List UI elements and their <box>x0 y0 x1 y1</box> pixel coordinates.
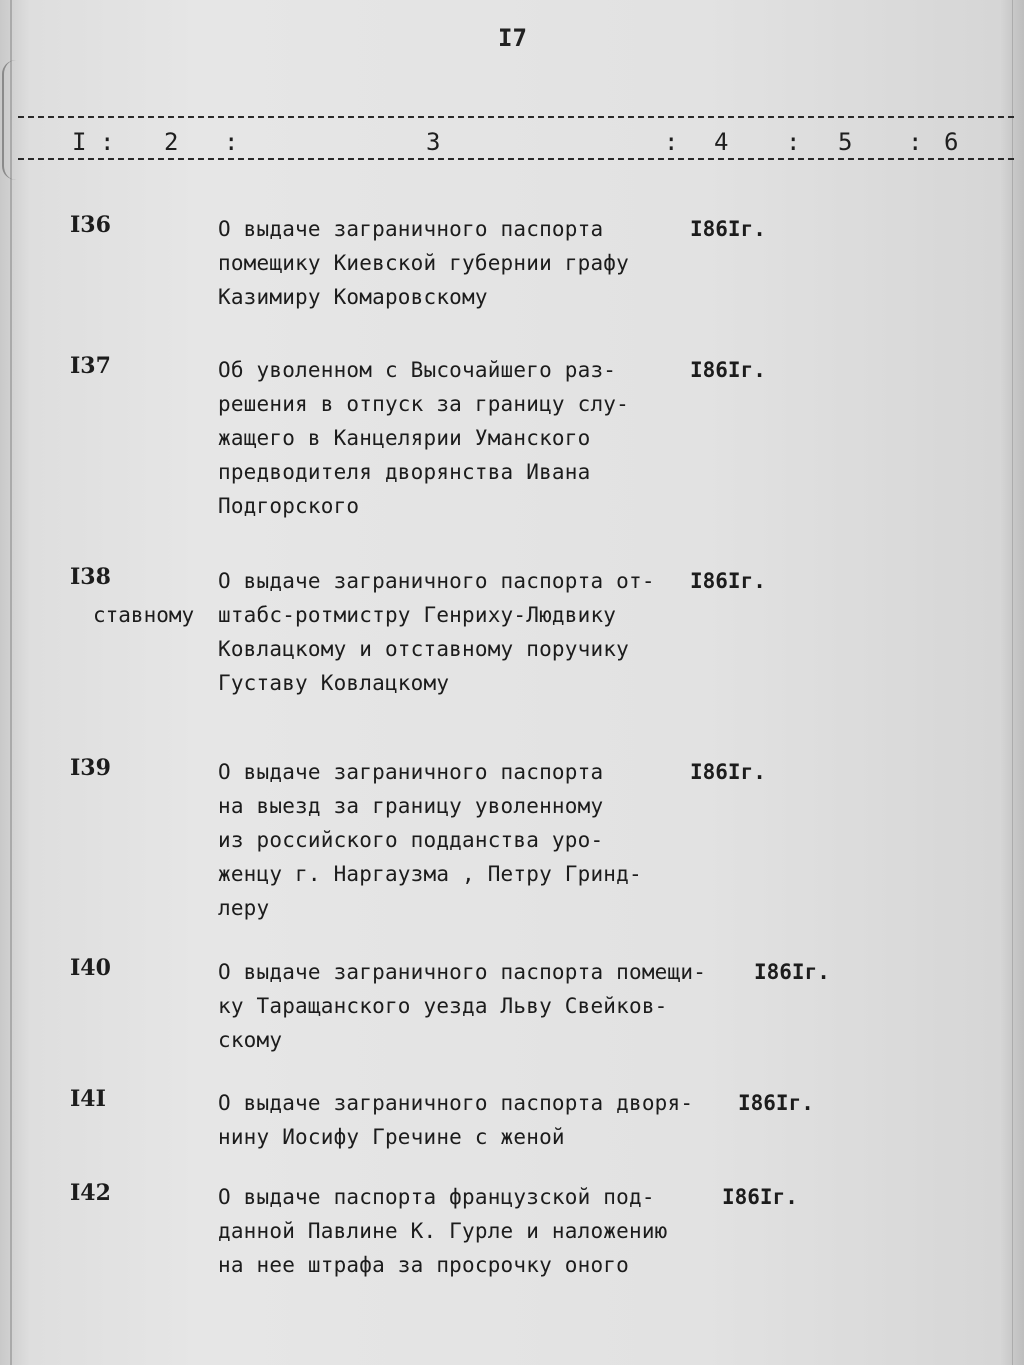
title-line: на выезд за границу уволенному <box>218 794 604 818</box>
page-edge <box>1012 0 1013 1365</box>
binding-edge <box>10 0 12 1365</box>
title-line: предводителя дворянства Ивана <box>218 460 591 484</box>
title-line: Об уволенном с Высочайшего раз- <box>218 358 617 382</box>
entry-title <box>218 353 738 523</box>
column-number-4: 4 <box>714 128 729 156</box>
entry-title <box>218 1180 738 1282</box>
title-line: ку Таращанского уезда Льву Свейков- <box>218 994 668 1018</box>
column-number-1: I <box>72 128 87 156</box>
entry-title <box>218 212 738 314</box>
column-separator: : <box>100 128 115 156</box>
column-separator: : <box>908 128 923 156</box>
column-number-3: 3 <box>426 128 441 156</box>
title-line: Ковлацкому и отставному поручику <box>218 637 629 661</box>
column-separator: : <box>664 128 679 156</box>
title-line: штабс-ротмистру Генриху-Людвику <box>218 603 617 627</box>
entry-year: I86Iг. <box>738 1091 814 1115</box>
entry-year: I86Iг. <box>722 1185 798 1209</box>
title-line: О выдаче заграничного паспорта <box>218 217 604 241</box>
title-line: на нее штрафа за просрочку оного <box>218 1253 629 1277</box>
entry-year: I86Iг. <box>690 358 766 382</box>
column-separator: : <box>224 128 239 156</box>
margin-mark <box>2 60 18 180</box>
entry-line-prefix: ставному <box>93 603 195 627</box>
entry-number: I40 <box>70 955 111 981</box>
title-line: О выдаче заграничного паспорта <box>218 760 604 784</box>
column-number-5: 5 <box>838 128 853 156</box>
entry-number: I38 <box>70 564 111 590</box>
entry-title <box>218 1086 738 1154</box>
title-line: О выдаче паспорта французской под- <box>218 1185 655 1209</box>
title-line: решения в отпуск за границу слу- <box>218 392 629 416</box>
title-line: О выдаче заграничного паспорта помещи- <box>218 960 707 984</box>
entry-number: I37 <box>70 353 111 379</box>
entry-number: I4I <box>70 1086 106 1112</box>
title-line: О выдаче заграничного паспорта дворя- <box>218 1091 694 1115</box>
entry-title <box>218 564 738 700</box>
title-line: жащего в Канцелярии Уманского <box>218 426 591 450</box>
column-separator: : <box>786 128 801 156</box>
title-line: Казимиру Комаровскому <box>218 285 488 309</box>
entry-title <box>218 955 738 1057</box>
entry-number: I42 <box>70 1180 111 1206</box>
title-line: леру <box>218 896 270 920</box>
entry-number: I36 <box>70 212 111 238</box>
title-line: нину Иосифу Гречине с женой <box>218 1125 565 1149</box>
title-line: данной Павлине К. Гурле и наложению <box>218 1219 668 1243</box>
title-line: скому <box>218 1028 283 1052</box>
title-line: из российского подданства уро- <box>218 828 604 852</box>
title-line: Густаву Ковлацкому <box>218 671 450 695</box>
header-rule-bottom <box>18 158 1014 160</box>
column-number-2: 2 <box>164 128 179 156</box>
entry-year: I86Iг. <box>690 217 766 241</box>
entry-title <box>218 755 738 925</box>
entry-year: I86Iг. <box>754 960 830 984</box>
entry-year: I86Iг. <box>690 569 766 593</box>
title-line: помещику Киевской губернии графу <box>218 251 629 275</box>
title-line: Подгорского <box>218 494 360 518</box>
title-line: женцу г. Наргаузма , Петру Гринд- <box>218 862 642 886</box>
entry-number: I39 <box>70 755 111 781</box>
header-rule-top <box>18 116 1014 118</box>
entry-year: I86Iг. <box>690 760 766 784</box>
page-number: I7 <box>498 24 527 52</box>
title-line: О выдаче заграничного паспорта от- <box>218 569 655 593</box>
column-number-6: 6 <box>944 128 959 156</box>
